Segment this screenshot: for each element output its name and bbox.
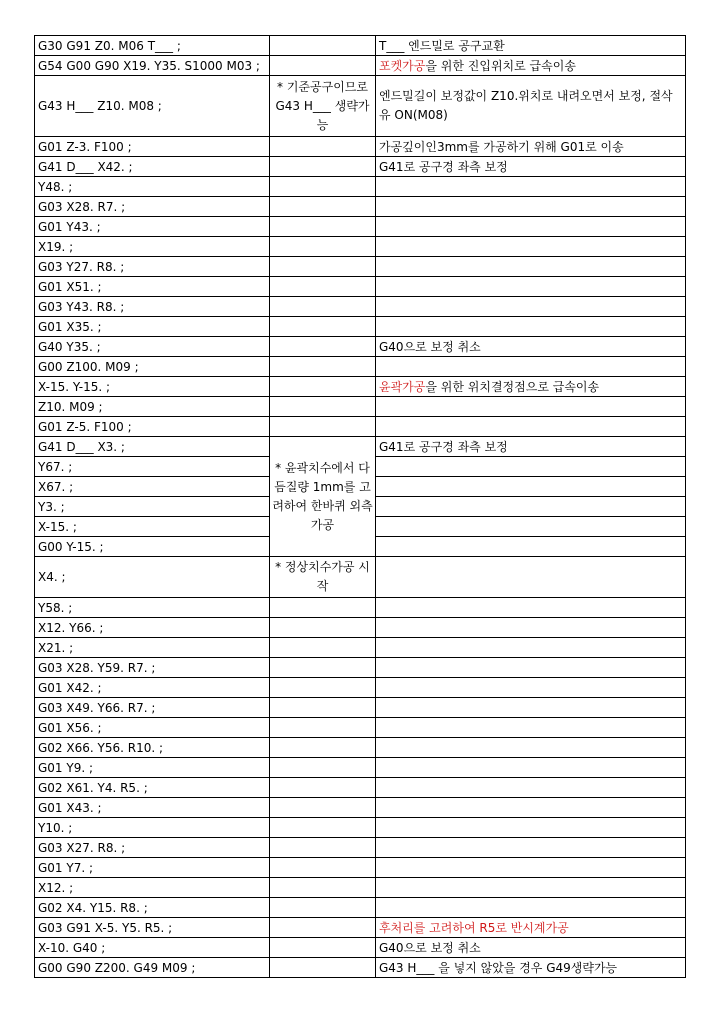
note-cell	[270, 297, 376, 317]
code-cell: G01 X51. ;	[35, 277, 270, 297]
table-row	[35, 417, 686, 437]
note-cell	[270, 217, 376, 237]
desc-cell	[376, 56, 686, 76]
note-cell	[270, 798, 376, 818]
code-cell: G03 X27. R8. ;	[35, 838, 270, 858]
desc-cell	[376, 818, 686, 838]
note-cell	[270, 898, 376, 918]
note-cell	[270, 958, 376, 978]
desc-cell	[376, 838, 686, 858]
desc-cell: G41로 공구경 좌측 보정	[376, 437, 686, 457]
table-row	[35, 357, 686, 377]
desc-cell: G41로 공구경 좌측 보정	[376, 157, 686, 177]
desc-cell	[376, 658, 686, 678]
code-cell: X-15. ;	[35, 517, 270, 537]
desc-cell: G40으로 보정 취소	[376, 337, 686, 357]
note-cell	[270, 658, 376, 678]
table-row	[35, 277, 686, 297]
table-row	[35, 938, 686, 958]
code-cell: G01 Z-5. F100 ;	[35, 417, 270, 437]
note-cell	[270, 357, 376, 377]
note-cell	[270, 56, 376, 76]
code-cell: G00 Z100. M09 ;	[35, 357, 270, 377]
table-row	[35, 958, 686, 978]
table-row	[35, 918, 686, 938]
table-row	[35, 698, 686, 718]
note-cell	[270, 858, 376, 878]
desc-cell: T___ 엔드밀로 공구교환	[376, 36, 686, 56]
code-cell: G01 X35. ;	[35, 317, 270, 337]
table-row	[35, 297, 686, 317]
note-cell	[270, 197, 376, 217]
code-cell: Y58. ;	[35, 598, 270, 618]
note-cell	[270, 36, 376, 56]
code-cell: G01 X56. ;	[35, 718, 270, 738]
note-cell	[270, 918, 376, 938]
note-cell	[270, 337, 376, 357]
desc-cell	[376, 237, 686, 257]
note-cell	[270, 718, 376, 738]
nc-program-table	[34, 35, 686, 978]
code-cell: X12. ;	[35, 878, 270, 898]
desc-cell	[376, 177, 686, 197]
desc-cell	[376, 537, 686, 557]
table-row	[35, 177, 686, 197]
table-row	[35, 598, 686, 618]
note-cell	[270, 237, 376, 257]
desc-cell	[376, 638, 686, 658]
desc-cell	[376, 257, 686, 277]
table-row	[35, 557, 686, 598]
note-cell	[270, 397, 376, 417]
desc-cell	[376, 297, 686, 317]
table-row	[35, 56, 686, 76]
desc-cell	[376, 598, 686, 618]
code-cell: G30 G91 Z0. M06 T___ ;	[35, 36, 270, 56]
note-cell	[270, 598, 376, 618]
code-cell: X67. ;	[35, 477, 270, 497]
note-cell: * 윤곽치수에서 다듬질량 1mm를 고려하여 한바퀴 외측가공	[270, 437, 376, 557]
table-row	[35, 257, 686, 277]
code-cell: X4. ;	[35, 557, 270, 598]
desc-cell	[376, 457, 686, 477]
desc-cell	[376, 317, 686, 337]
code-cell: G01 Z-3. F100 ;	[35, 137, 270, 157]
note-cell	[270, 377, 376, 397]
code-cell: G01 X42. ;	[35, 678, 270, 698]
table-row	[35, 738, 686, 758]
table-row	[35, 858, 686, 878]
code-cell: G00 G90 Z200. G49 M09 ;	[35, 958, 270, 978]
table-row	[35, 36, 686, 56]
desc-cell	[376, 357, 686, 377]
desc-cell: 가공깊이인3mm를 가공하기 위해 G01로 이송	[376, 137, 686, 157]
code-cell: Y10. ;	[35, 818, 270, 838]
table-row	[35, 638, 686, 658]
desc-cell	[376, 718, 686, 738]
code-cell: G02 X66. Y56. R10. ;	[35, 738, 270, 758]
code-cell: X19. ;	[35, 237, 270, 257]
note-cell	[270, 818, 376, 838]
table-row	[35, 217, 686, 237]
code-cell: G01 Y9. ;	[35, 758, 270, 778]
code-cell: G00 Y-15. ;	[35, 537, 270, 557]
note-cell	[270, 257, 376, 277]
desc-cell	[376, 798, 686, 818]
table-row	[35, 758, 686, 778]
table-row	[35, 317, 686, 337]
code-cell: G03 Y27. R8. ;	[35, 257, 270, 277]
desc-cell	[376, 678, 686, 698]
table-row	[35, 878, 686, 898]
table-row	[35, 397, 686, 417]
desc-cell	[376, 197, 686, 217]
desc-cell	[376, 738, 686, 758]
desc-cell	[376, 878, 686, 898]
note-cell	[270, 177, 376, 197]
code-cell: X-10. G40 ;	[35, 938, 270, 958]
table-row	[35, 718, 686, 738]
note-cell	[270, 758, 376, 778]
desc-cell	[376, 898, 686, 918]
table-row	[35, 898, 686, 918]
note-cell	[270, 277, 376, 297]
note-cell	[270, 698, 376, 718]
table-row	[35, 818, 686, 838]
note-cell	[270, 878, 376, 898]
desc-cell	[376, 858, 686, 878]
code-cell: G54 G00 G90 X19. Y35. S1000 M03 ;	[35, 56, 270, 76]
desc-cell	[376, 217, 686, 237]
desc-cell	[376, 417, 686, 437]
note-cell	[270, 618, 376, 638]
note-cell	[270, 638, 376, 658]
table-row	[35, 838, 686, 858]
code-cell: G02 X61. Y4. R5. ;	[35, 778, 270, 798]
code-cell: G02 X4. Y15. R8. ;	[35, 898, 270, 918]
desc-cell	[376, 377, 686, 397]
table-row	[35, 618, 686, 638]
desc-cell: G40으로 보정 취소	[376, 938, 686, 958]
desc-highlight: 윤곽가공	[379, 379, 426, 394]
table-row	[35, 678, 686, 698]
note-cell	[270, 738, 376, 758]
desc-cell	[376, 918, 686, 938]
table-row	[35, 237, 686, 257]
desc-cell	[376, 557, 686, 598]
code-cell: G40 Y35. ;	[35, 337, 270, 357]
table-row	[35, 778, 686, 798]
note-cell: * 기준공구이므로 G43 H___ 생략가능	[270, 76, 376, 137]
note-cell	[270, 938, 376, 958]
table-row	[35, 137, 686, 157]
desc-text: 을 위한 진입위치로 급속이송	[425, 58, 576, 73]
table-row	[35, 337, 686, 357]
code-cell: X-15. Y-15. ;	[35, 377, 270, 397]
note-cell	[270, 317, 376, 337]
code-cell: G03 X49. Y66. R7. ;	[35, 698, 270, 718]
desc-cell	[376, 618, 686, 638]
note-cell	[270, 778, 376, 798]
code-cell: G01 Y7. ;	[35, 858, 270, 878]
table-row	[35, 157, 686, 177]
table-row	[35, 76, 686, 137]
code-cell: G03 X28. R7. ;	[35, 197, 270, 217]
desc-text: 을 위한 위치결정점으로 급속이송	[425, 379, 600, 394]
code-cell: X21. ;	[35, 638, 270, 658]
code-cell: G03 Y43. R8. ;	[35, 297, 270, 317]
code-cell: G41 D___ X42. ;	[35, 157, 270, 177]
desc-cell: 엔드밀길이 보정값이 Z10.위치로 내려오면서 보정, 절삭유 ON(M08)	[376, 76, 686, 137]
code-cell: G01 X43. ;	[35, 798, 270, 818]
code-cell: G43 H___ Z10. M08 ;	[35, 76, 270, 137]
code-cell: G41 D___ X3. ;	[35, 437, 270, 457]
note-cell	[270, 417, 376, 437]
desc-cell	[376, 698, 686, 718]
table-row	[35, 377, 686, 397]
table-row	[35, 658, 686, 678]
desc-cell: G43 H___ 을 넣지 않았을 경우 G49생략가능	[376, 958, 686, 978]
code-cell: Y48. ;	[35, 177, 270, 197]
desc-cell	[376, 517, 686, 537]
code-cell: G01 Y43. ;	[35, 217, 270, 237]
note-cell	[270, 678, 376, 698]
code-cell: X12. Y66. ;	[35, 618, 270, 638]
desc-cell	[376, 778, 686, 798]
note-cell	[270, 157, 376, 177]
desc-cell	[376, 277, 686, 297]
table-row	[35, 798, 686, 818]
table-row	[35, 437, 686, 457]
desc-highlight: 포켓가공	[379, 58, 426, 73]
code-cell: Z10. M09 ;	[35, 397, 270, 417]
desc-highlight: 후처리를 고려하여 R5로 반시계가공	[379, 920, 569, 935]
code-cell: G03 G91 X-5. Y5. R5. ;	[35, 918, 270, 938]
note-cell	[270, 838, 376, 858]
table-row	[35, 197, 686, 217]
code-cell: G03 X28. Y59. R7. ;	[35, 658, 270, 678]
desc-cell	[376, 758, 686, 778]
desc-cell	[376, 477, 686, 497]
code-cell: Y3. ;	[35, 497, 270, 517]
note-cell	[270, 137, 376, 157]
note-cell: * 정상치수가공 시작	[270, 557, 376, 598]
code-cell: Y67. ;	[35, 457, 270, 477]
desc-cell	[376, 497, 686, 517]
desc-cell	[376, 397, 686, 417]
